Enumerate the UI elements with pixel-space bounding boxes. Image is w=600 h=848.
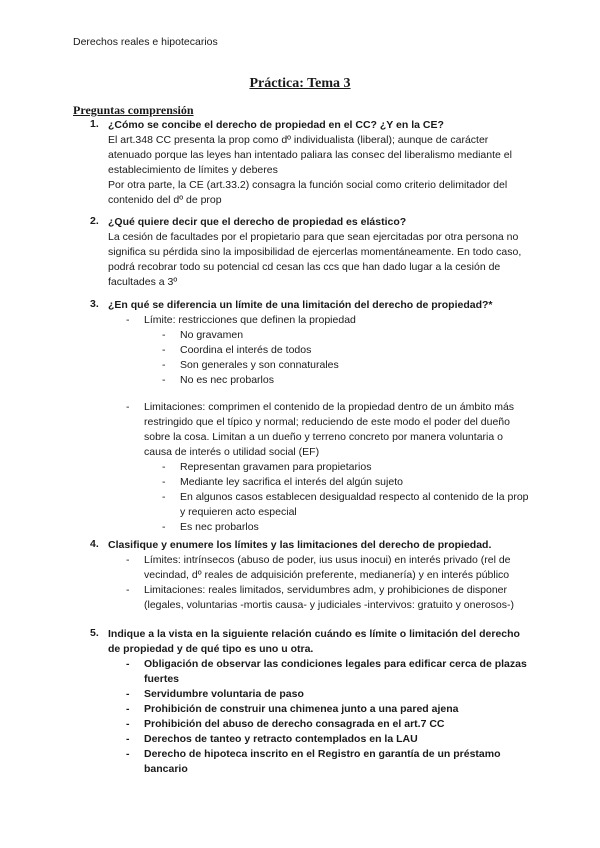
list-item: - No gravamen: [162, 329, 244, 341]
list-item: - Límite: restricciones que definen la propiedad: [126, 314, 356, 326]
question-4: [90, 538, 530, 613]
running-header: Derechos reales e hipotecarios: [73, 36, 218, 48]
list-item: - Coordina el interés de todos: [162, 344, 312, 356]
question-text: ¿Cómo se concibe el derecho de propiedad en el CC? ¿Y en la CE?: [108, 119, 444, 131]
list-item: - Limitaciones: comprimen el contenido de la propiedad dentro de un ámbito más restringido que el típico y normal; reduciendo de este modo el poder del dueño sobre la cosa. Limitan a un dueño y terreno concreto por manera voluntaria o causa de interés o utilidad social (EF): [126, 401, 515, 458]
list-item: - Prohibición del abuso de derecho consagrada en el art.7 CC: [126, 718, 445, 730]
question-3: [90, 298, 530, 535]
answer-paragraph: Por otra parte, la CE (art.33.2) consagra la función social como criterio delimitador del contenido del dº de prop: [108, 179, 508, 206]
section-heading: Preguntas comprensión: [73, 103, 194, 117]
list-item: - Limitaciones: reales limitados, servidumbres adm, y prohibiciones de disponer (legales, voluntarias -mortis causa- y judiciales -intervivos: gratuito y onerosos-): [126, 584, 514, 611]
answer-paragraph: La cesión de facultades por el propietario para que sean ejercitadas por otra persona no significa su pérdida sino la imposibilidad de ejercerlas momentáneamente. En todo caso, podrá recobrar todo su potencial cd cesan las ccs que han dado lugar a la cesión de facultades a 3º: [108, 231, 522, 288]
question-text: Clasifique y enumere los límites y las limitaciones del derecho de propiedad.: [108, 539, 492, 551]
question-number: 2.: [90, 215, 99, 227]
list-item: - Son generales y son connaturales: [162, 359, 339, 371]
answer-paragraph: El art.348 CC presenta la prop como dº individualista (liberal); aunque de carácter atenuado porque las leyes han intentado paliara las consec del liberalismo mediante el establecimiento de límites y deberes: [108, 134, 512, 176]
question-number: 1.: [90, 118, 99, 130]
question-number: 3.: [90, 298, 99, 310]
question-number: 4.: [90, 538, 99, 550]
question-number: 5.: [90, 627, 99, 639]
list-item: - Derecho de hipoteca inscrito en el Registro en garantía de un préstamo bancario: [126, 748, 501, 775]
list-item: - En algunos casos establecen desigualdad respecto al contenido de la prop y requieren acto especial: [162, 491, 529, 518]
page-title: Práctica: Tema 3: [249, 76, 351, 91]
list-item: - Servidumbre voluntaria de paso: [126, 688, 304, 700]
question-1: [90, 118, 530, 208]
list-item: - No es nec probarlos: [162, 374, 274, 386]
question-text: ¿En qué se diferencia un límite de una limitación del derecho de propiedad?*: [108, 299, 493, 311]
question-2: [90, 215, 530, 290]
list-item: - Límites: intrínsecos (abuso de poder, ius usus inocui) en interés privado (rel de vecindad, dº reales de adquisición preferente, medianería) y en interés público: [126, 554, 511, 581]
list-item: - Prohibición de construir una chimenea junto a una pared ajena: [126, 703, 459, 715]
list-item: - Es nec probarlos: [162, 521, 259, 533]
question-5: [90, 627, 530, 777]
list-item: - Derechos de tanteo y retracto contemplados en la LAU: [126, 733, 418, 745]
list-item: - Mediante ley sacrifica el interés del algún sujeto: [162, 476, 403, 488]
question-text: Indique a la vista en la siguiente relación cuándo es límite o limitación del derecho de propiedad y de qué tipo es uno u otra.: [108, 628, 520, 655]
question-text: ¿Qué quiere decir que el derecho de propiedad es elástico?: [108, 216, 407, 228]
list-item: - Obligación de observar las condiciones legales para edificar cerca de plazas fuertes: [126, 658, 527, 685]
list-item: - Representan gravamen para propietarios: [162, 461, 372, 473]
